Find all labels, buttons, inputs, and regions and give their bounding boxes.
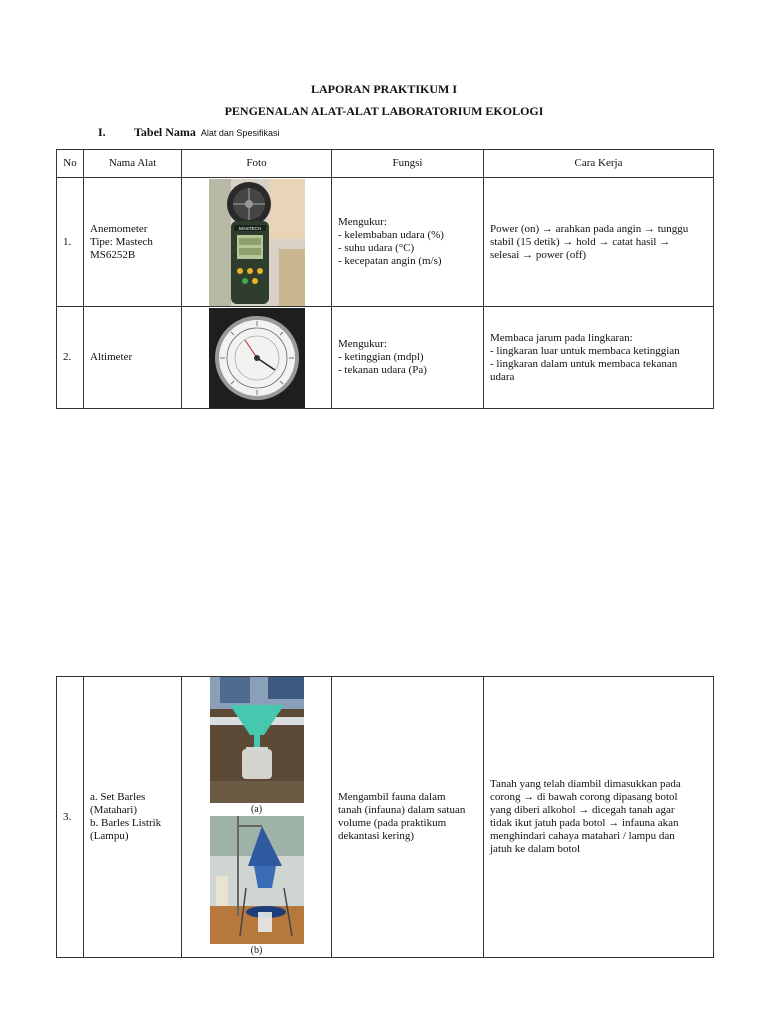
function-line: Mengukur: xyxy=(338,338,387,350)
photo-cell xyxy=(182,677,332,958)
function-line: - kelembaban udara (%) xyxy=(338,229,444,241)
row-number: 1. xyxy=(57,178,84,307)
tool-name-line: a. Set Barles xyxy=(90,791,146,803)
function-line: Mengambil fauna dalam xyxy=(338,791,446,803)
tool-name xyxy=(84,178,182,307)
barles-lamp-photo xyxy=(210,816,304,944)
function-cell xyxy=(332,307,484,409)
anemometer-photo xyxy=(209,179,305,306)
tool-name-line: Altimeter xyxy=(90,351,133,363)
function-line: - suhu udara (°C) xyxy=(338,242,415,254)
function-line: - kecepatan angin (m/s) xyxy=(338,255,442,267)
procedure-line: tidak ikut jatuh pada botol → infauna akan xyxy=(490,817,679,829)
function-line: Mengukur: xyxy=(338,216,387,228)
procedure-line: jatuh ke dalam botol xyxy=(490,843,581,855)
tool-name xyxy=(84,307,182,409)
procedure-cell xyxy=(484,677,714,958)
tool-name-line: (Lampu) xyxy=(90,830,129,842)
procedure-cell xyxy=(484,178,714,307)
procedure-cell xyxy=(484,307,714,409)
function-line: volume (pada praktikum xyxy=(338,817,447,829)
section-title: Tabel Nama xyxy=(134,125,196,139)
tool-name-line: Tipe: Mastech xyxy=(90,235,153,248)
header-fungsi: Fungsi xyxy=(332,150,484,178)
function-line: dekantasi kering) xyxy=(338,830,415,842)
procedure-line: - lingkaran dalam untuk membaca tekanan xyxy=(490,357,678,370)
tool-name xyxy=(84,677,182,958)
function-line: - ketinggian (mdpl) xyxy=(338,351,424,363)
photo-cell xyxy=(182,178,332,307)
photo-label-b: (b) xyxy=(250,945,263,956)
row-number: 2. xyxy=(57,307,84,409)
table-header-row xyxy=(57,150,714,178)
tool-name-line: Anemometer xyxy=(90,222,148,235)
tool-name-line: b. Barles Listrik xyxy=(90,817,162,829)
table-row xyxy=(57,677,714,958)
section-heading xyxy=(98,125,279,140)
function-cell xyxy=(332,178,484,307)
row-number: 3. xyxy=(57,677,84,958)
equipment-table xyxy=(56,149,714,409)
procedure-line: udara xyxy=(490,370,515,383)
table-row xyxy=(57,307,714,409)
photo-label-a: (a) xyxy=(250,804,263,815)
function-line: tanah (infauna) dalam satuan xyxy=(338,804,466,816)
header-foto: Foto xyxy=(182,150,332,178)
tool-name-line: (Matahari) xyxy=(90,804,138,816)
procedure-line: selesai → power (off) xyxy=(490,248,587,261)
photo-cell xyxy=(182,307,332,409)
function-cell xyxy=(332,677,484,958)
function-line: - tekanan udara (Pa) xyxy=(338,364,427,376)
tool-name-line: MS6252B xyxy=(90,248,136,261)
section-subtitle: Alat dan Spesifikasi xyxy=(200,128,280,138)
anemometer-brand-text: MASTECH xyxy=(238,225,261,231)
procedure-line: - lingkaran luar untuk membaca ketinggian xyxy=(490,344,680,357)
section-number: I. xyxy=(98,125,106,139)
procedure-line: Tanah yang telah diambil dimasukkan pada xyxy=(490,778,681,790)
procedure-line: yang diberi alkohol → dicegah tanah agar xyxy=(490,804,675,816)
report-subtitle: PENGENALAN ALAT-ALAT LABORATORIUM EKOLOGI xyxy=(224,104,544,118)
procedure-line: corong → di bawah corong dipasang botol xyxy=(490,791,678,803)
table-row xyxy=(57,178,714,307)
procedure-line: menghindari cahaya matahari / lampu dan xyxy=(490,830,675,842)
altimeter-photo xyxy=(209,308,305,408)
procedure-line: stabil (15 detik) → hold → catat hasil → xyxy=(490,235,671,248)
procedure-line: Membaca jarum pada lingkaran: xyxy=(490,331,633,344)
header-no: No xyxy=(57,150,84,178)
barles-sun-photo xyxy=(210,677,304,803)
equipment-table-continued xyxy=(56,676,714,958)
report-title: LAPORAN PRAKTIKUM I xyxy=(311,82,457,96)
procedure-line: Power (on) → arahkan pada angin → tunggu xyxy=(490,222,689,235)
header-cara-kerja: Cara Kerja xyxy=(484,150,714,178)
header-nama-alat: Nama Alat xyxy=(84,150,182,178)
